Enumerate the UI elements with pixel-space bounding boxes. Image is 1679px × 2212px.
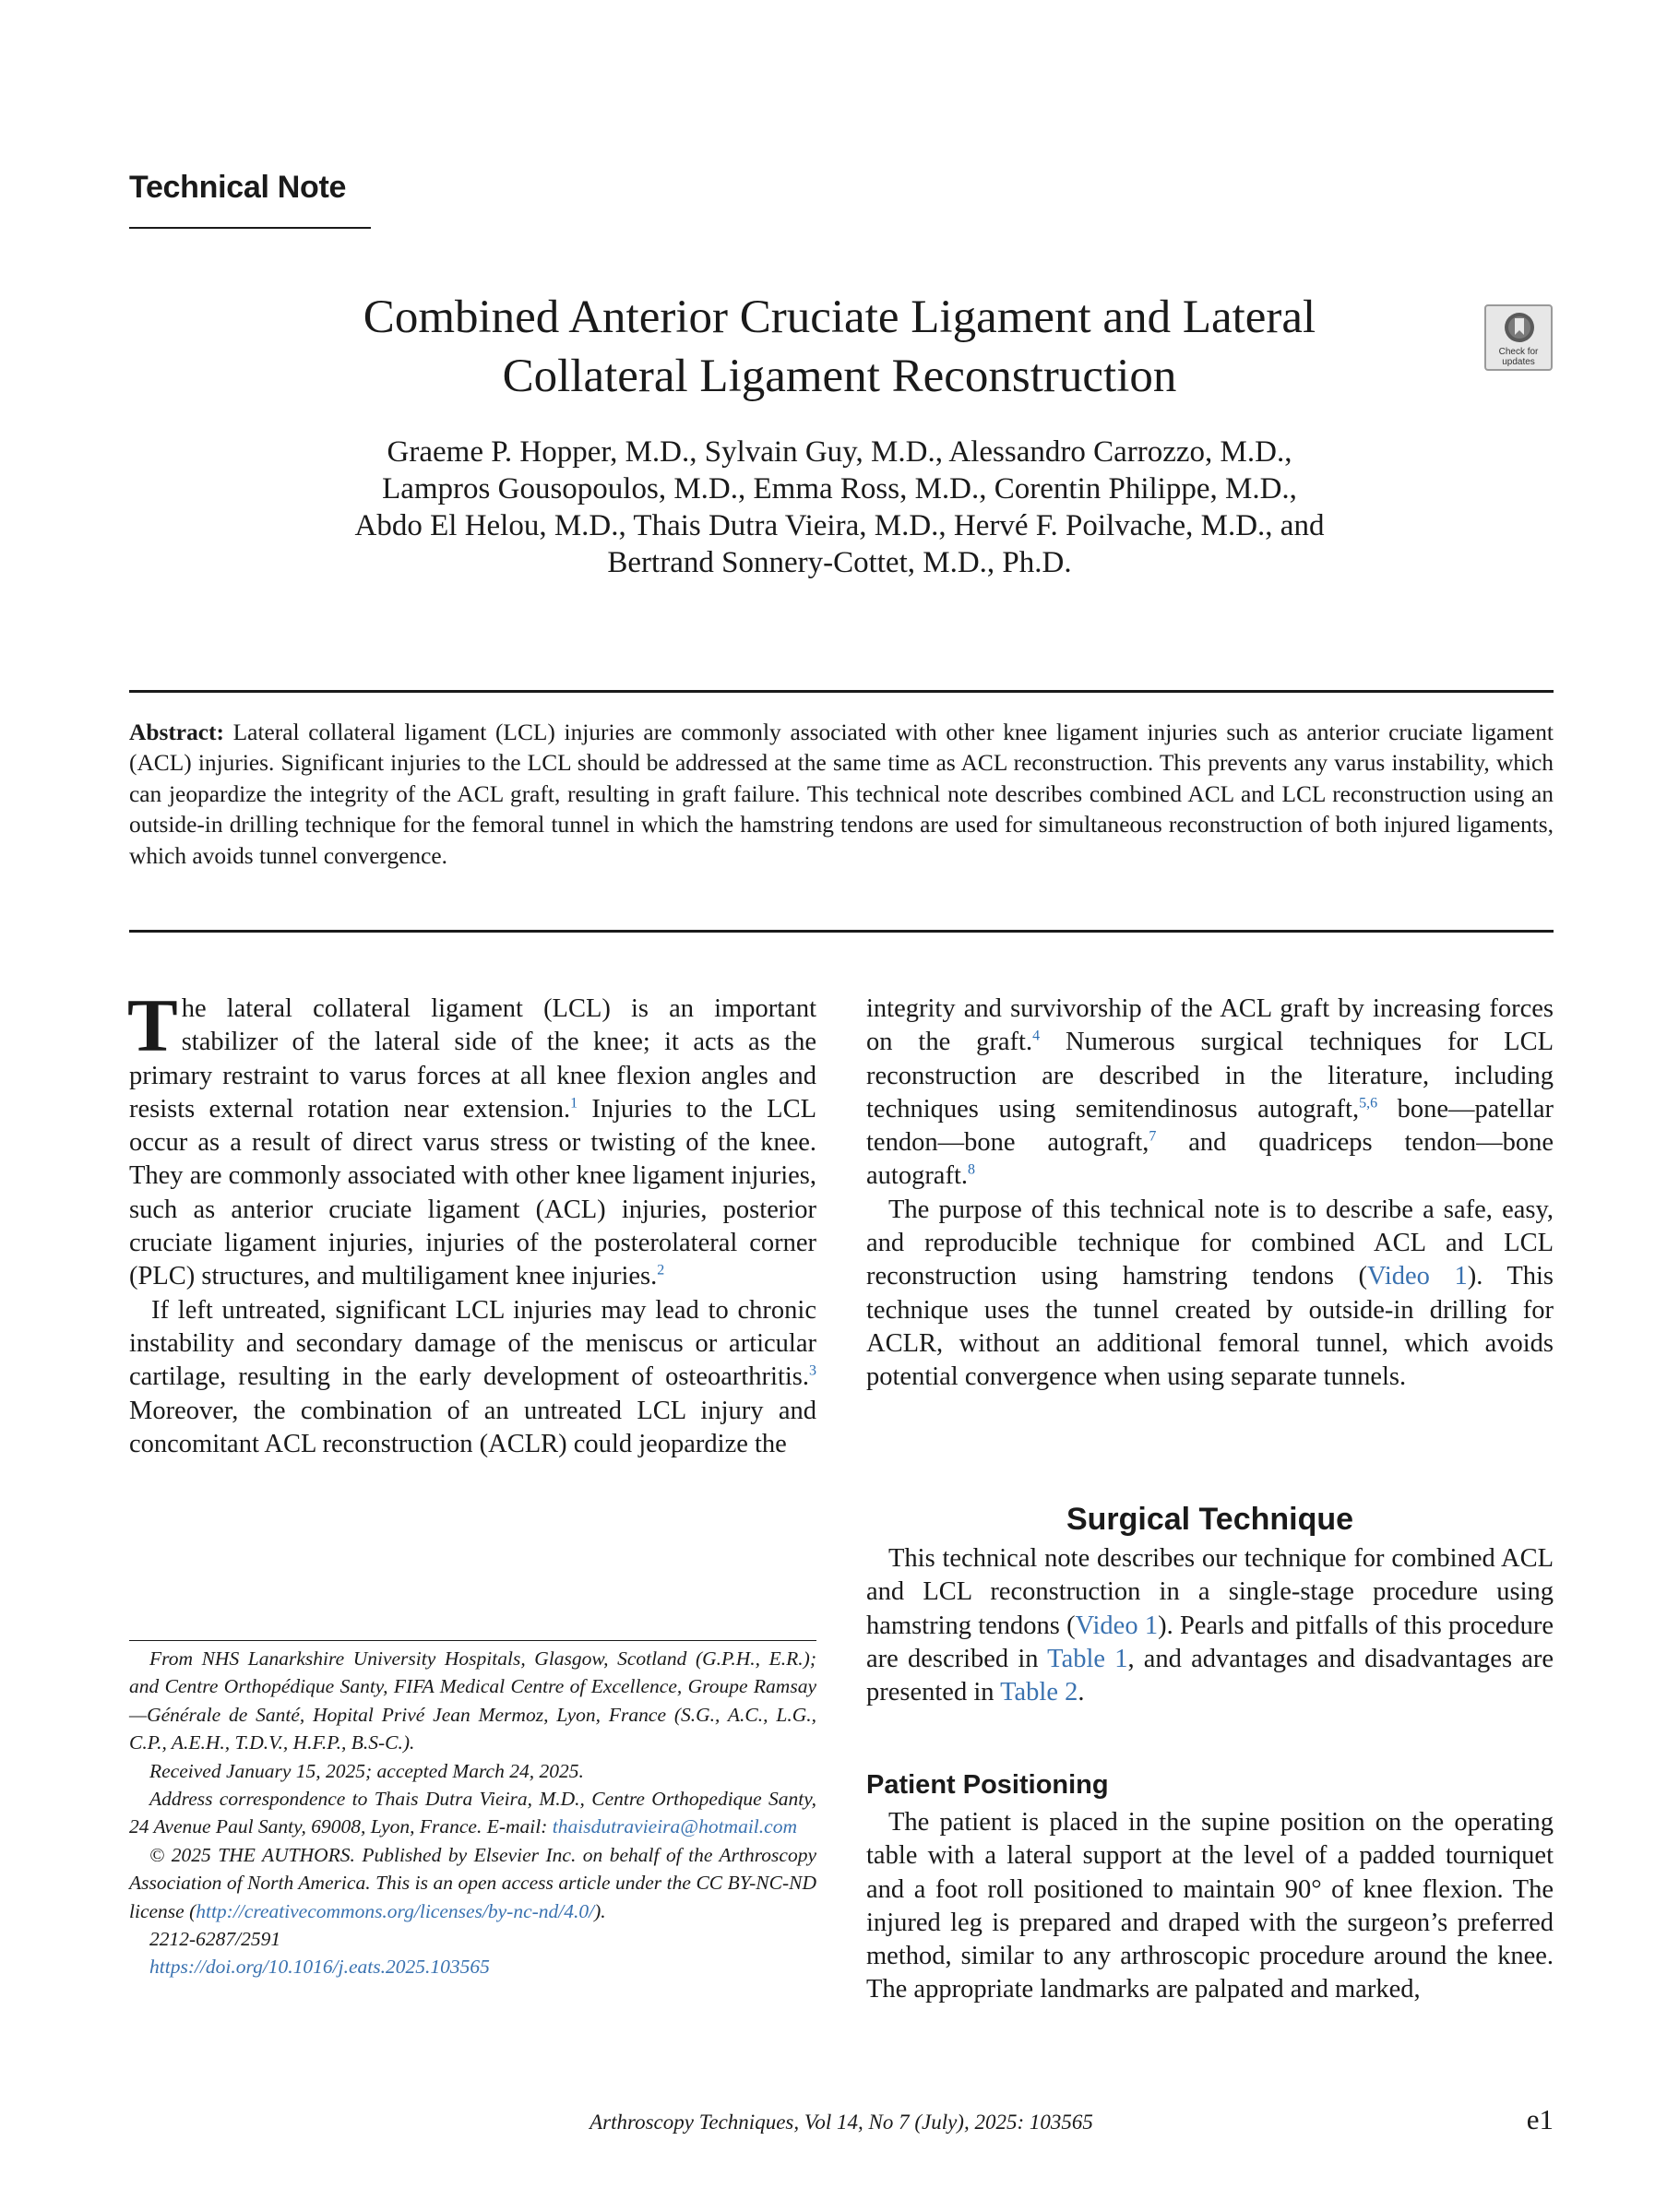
copyright-note — [129, 1841, 816, 1925]
received-note: Received January 15, 2025; accepted March 24, 2025. — [149, 1759, 584, 1782]
badge-line-2: updates — [1502, 357, 1535, 367]
ref-5-6[interactable]: 5,6 — [1359, 1095, 1378, 1112]
authors-line-3: Abdo El Helou, M.D., Thais Dutra Vieira, M.D., Hervé F. Poilvache, M.D., and — [354, 509, 1325, 542]
copyright-text: © 2025 THE AUTHORS. Published by Elsevier Inc. on behalf of the Arthroscopy Association of North America. This is an open access article under the CC BY-NC-ND license ( — [129, 1843, 816, 1922]
surgical-text-c: , and advantages and disadvantages are presented in — [866, 1644, 1554, 1707]
affiliation-note: From NHS Lanarkshire University Hospitals, Glasgow, Scotland (G.P.H., E.R.); and Centre Orthopédique Santy, FIFA Medical Centre of Excellence, Groupe Ramsay—Générale de Santé, Hopital Privé Jean Mermoz, Lyon, France (S.G., A.C., L.G., C.P., A.E.H., T.D.V., H.F.P., B.S-C.). — [129, 1647, 816, 1754]
untreated-paragraph — [129, 1294, 816, 1461]
intro-text-b: Injuries to the LCL occur as a result of direct varus stress or twisting of the knee. They are commonly associated with other knee ligament injuries, such as anterior cruciate ligament (ACL) injuries, posterior cruciate ligament injuries, injuries of the posterolateral corner (PLC) structures, and multiligament knee injuries. — [129, 1094, 816, 1291]
author-list — [185, 434, 1494, 581]
ref-7[interactable]: 7 — [1149, 1128, 1157, 1145]
table-2-link[interactable]: Table 2 — [1000, 1678, 1078, 1707]
badge-line-1: Check for — [1498, 347, 1539, 357]
video-1-link[interactable]: Video 1 — [1366, 1262, 1468, 1291]
email-link[interactable]: thaisdutravieira@hotmail.com — [552, 1815, 797, 1838]
authors-line-1: Graeme P. Hopper, M.D., Sylvain Guy, M.D., Alessandro Carrozzo, M.D., — [387, 435, 1292, 469]
left-column — [127, 983, 816, 1461]
purpose-text-a: The purpose of this technical note is to describe a safe, easy, and reproducible technique for combined ACL and LCL reconstruction using hamstring tendons ( — [866, 1195, 1554, 1291]
video-1-link-2[interactable]: Video 1 — [1075, 1611, 1159, 1640]
issn-note: 2212-6287/2591 — [149, 1928, 281, 1951]
ref-4[interactable]: 4 — [1032, 1028, 1041, 1044]
abstract-text: Lateral collateral ligament (LCL) injuries are commonly associated with other knee ligament injuries such as anterior cruciate ligament (ACL) injuries. Significant injuries to the LCL should be addressed at the same time as ACL reconstruction. This prevents any varus instability, which can jeopardize the integrity of the ACL graft, resulting in graft failure. This technical note describes combined ACL and LCL reconstruction using an outside-in drilling technique for the femoral tunnel in which the hamstring tendons are used for simultaneous reconstruction of both injured ligaments, which avoids tunnel convergence. — [129, 719, 1554, 869]
right-column-top — [866, 993, 1554, 1395]
correspondence-note — [129, 1785, 816, 1841]
authors-line-2: Lampros Gousopoulos, M.D., Emma Ross, M.D., Corentin Philippe, M.D., — [382, 472, 1297, 505]
continued-text-d: and quadriceps tendon—bone autograft. — [866, 1128, 1554, 1191]
authors-line-4: Bertrand Sonnery-Cottet, M.D., Ph.D. — [607, 546, 1072, 579]
untreated-text-b: Moreover, the combination of an untreated LCL injury and concomitant ACL reconstruction (ACLR) could jeopardize the — [129, 1396, 816, 1458]
untreated-text-a: If left untreated, significant LCL injuries may lead to chronic instability and secondary damage of the meniscus or articular cartilage, resulting in the early development of osteoarthritis. — [129, 1295, 816, 1392]
surgical-paragraph — [866, 1542, 1554, 1709]
heading-patient-positioning: Patient Positioning — [866, 1770, 1109, 1800]
continued-paragraph — [866, 993, 1554, 1194]
surgical-text-d: . — [1078, 1678, 1085, 1707]
bookmark-icon — [1503, 311, 1536, 346]
page-number: e1 — [1526, 2103, 1554, 2135]
surgical-text-a: This technical note describes our technique for combined ACL and LCL reconstruction in a single-stage procedure using hamstring tendons ( — [866, 1544, 1554, 1640]
purpose-paragraph — [866, 1194, 1554, 1395]
right-column-surgical — [866, 1542, 1554, 1709]
footnote-rule — [129, 1640, 816, 1641]
license-link[interactable]: http://creativecommons.org/licenses/by-nc-nd/4.0/ — [196, 1899, 595, 1922]
address-text: Address correspondence to Thais Dutra Vieira, M.D., Centre Orthopedique Santy, 24 Avenue Paul Santy, 69008, Lyon, France. E-mail: — [129, 1788, 816, 1838]
section-rule — [129, 227, 371, 229]
title-line-1: Combined Anterior Cruciate Ligament and Lateral — [363, 291, 1316, 343]
ref-8[interactable]: 8 — [968, 1161, 975, 1178]
ref-1[interactable]: 1 — [570, 1095, 578, 1112]
abstract-label: Abstract: — [129, 719, 224, 745]
positioning-paragraph: The patient is placed in the supine position on the operating table with a lateral support at the level of a padded tourniquet and a foot roll positioned to maintain 90° of knee flexion. The injured leg is prepared and draped with the surgeon’s preferred method, similar to any arthroscopic procedure around the knee. The appropriate landmarks are palpated and marked, — [866, 1808, 1554, 2004]
footnotes — [129, 1645, 816, 1981]
purpose-text-b: ). This technique uses the tunnel created by outside-in drilling for ACLR, without an additional femoral tunnel, which avoids potential convergence when using separate tunnels. — [866, 1262, 1554, 1392]
right-column-positioning — [866, 1806, 1554, 2007]
abstract-bottom-rule — [129, 930, 1554, 933]
continued-text-c: bone—patellar tendon—bone autograft, — [866, 1094, 1554, 1158]
intro-text-a: he lateral collateral ligament (LCL) is an important stabilizer of the lateral side of the knee; it acts as the primary restraint to varus forces at all knee flexion angles and resists external rotation near extension. — [129, 994, 816, 1124]
table-1-link[interactable]: Table 1 — [1047, 1644, 1128, 1673]
ref-2[interactable]: 2 — [657, 1262, 665, 1278]
continued-text-b: Numerous surgical techniques for LCL reconstruction are described in the literature, including techniques using semitendinosus autograft, — [866, 1028, 1554, 1124]
continued-text-a: integrity and survivorship of the ACL graft by increasing forces on the graft. — [866, 994, 1554, 1057]
abstract-top-rule — [129, 690, 1554, 693]
journal-footer: Arthroscopy Techniques, Vol 14, No 7 (July), 2025: 103565 — [589, 2111, 1093, 2134]
intro-paragraph — [127, 983, 816, 1294]
title-line-2: Collateral Ligament Reconstruction — [502, 351, 1177, 402]
abstract — [129, 718, 1554, 872]
surgical-text-b: ). Pearls and pitfalls of this procedure are described in — [866, 1611, 1554, 1673]
doi-note — [129, 1953, 816, 1980]
doi-link[interactable]: https://doi.org/10.1016/j.eats.2025.103565 — [149, 1956, 490, 1979]
article-title — [185, 288, 1494, 406]
heading-surgical-technique: Surgical Technique — [1066, 1502, 1354, 1537]
section-label: Technical Note — [129, 170, 347, 205]
drop-cap: T — [127, 983, 178, 1067]
badge-label — [1486, 347, 1551, 367]
copyright-end: ). — [594, 1899, 606, 1922]
ref-3[interactable]: 3 — [809, 1362, 816, 1379]
check-for-updates-badge[interactable] — [1484, 304, 1553, 371]
